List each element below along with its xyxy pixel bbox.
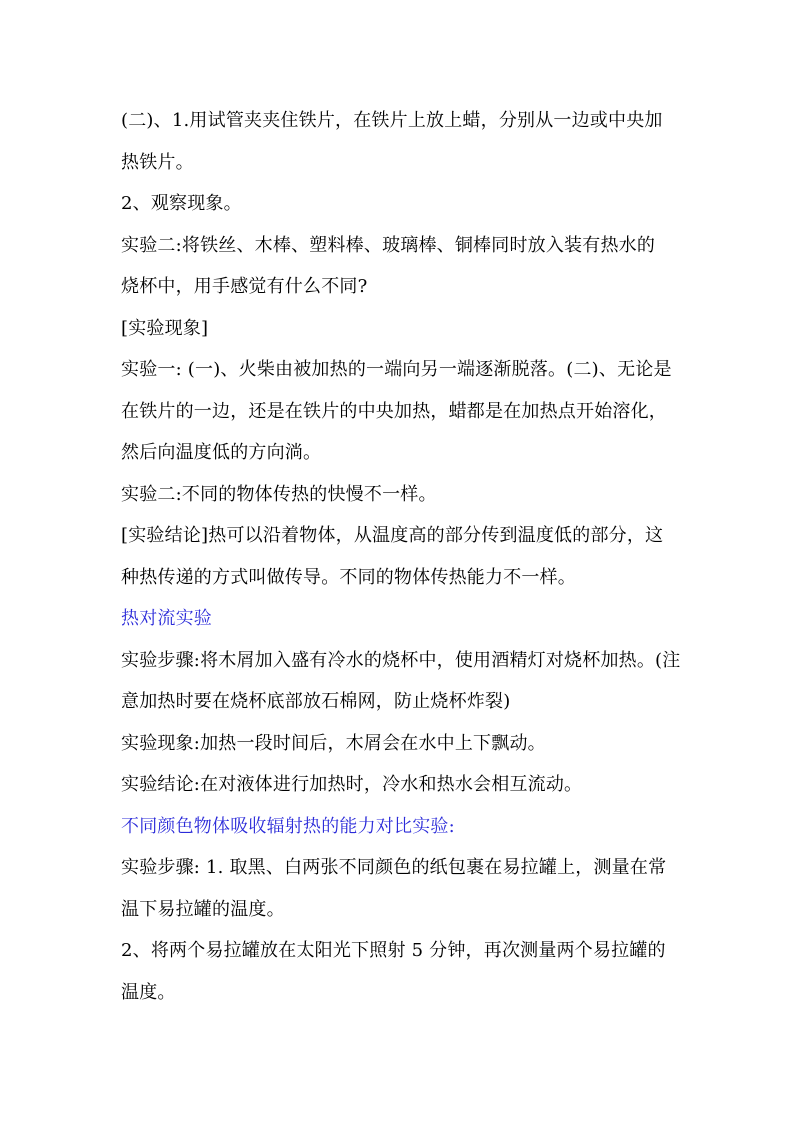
paragraph-line: 温度。 xyxy=(121,981,176,1003)
paragraph-line: 实验步骤:将木屑加入盛有冷水的烧杯中，使用酒精灯对烧杯加热。(注 xyxy=(121,649,681,671)
paragraph-line: 实验一: (一)、火柴由被加热的一端向另一端逐渐脱落。(二)、无论是 xyxy=(121,359,672,380)
paragraph-line: 实验二:将铁丝、木棒、塑料棒、玻璃棒、铜棒同时放入装有热水的 xyxy=(121,234,656,256)
paragraph-line: 意加热时要在烧杯底部放石棉网，防止烧杯炸裂) xyxy=(121,691,511,712)
paragraph-line: 实验二:不同的物体传热的快慢不一样。 xyxy=(121,483,437,505)
paragraph-line: (二)、1.用试管夹夹住铁片，在铁片上放上蜡，分别从一边或中央加 xyxy=(121,110,663,131)
paragraph-line: 烧杯中，用手感觉有什么不同? xyxy=(121,276,368,297)
paragraph-line: 实验步骤: 1. 取黑、白两张不同颜色的纸包裹在易拉罐上，测量在常 xyxy=(121,857,667,878)
paragraph-line: 种热传递的方式叫做传导。不同的物体传热能力不一样。 xyxy=(121,566,576,588)
paragraph-line: 2、将两个易拉罐放在太阳光下照射 5 分钟，再次测量两个易拉罐的 xyxy=(121,940,666,961)
paragraph-line: 2、观察现象。 xyxy=(121,193,242,214)
section-heading-radiation: 不同颜色物体吸收辐射热的能力对比实验: xyxy=(121,815,455,837)
paragraph-line: 然后向温度低的方向淌。 xyxy=(121,442,322,463)
paragraph-line: 温下易拉罐的温度。 xyxy=(121,898,285,920)
paragraph-line: [实验结论]热可以沿着物体，从温度高的部分传到温度低的部分，这 xyxy=(121,525,664,546)
document-body xyxy=(121,100,681,1013)
paragraph-line: 热铁片。 xyxy=(121,151,194,173)
paragraph-line: 实验现象:加热一段时间后，木屑会在水中上下飘动。 xyxy=(121,732,546,754)
paragraph-line: 实验结论:在对液体进行加热时，冷水和热水会相互流动。 xyxy=(121,774,583,795)
paragraph-line: 在铁片的一边，还是在铁片的中央加热，蜡都是在加热点开始溶化， xyxy=(121,400,667,422)
paragraph-line: [实验现象] xyxy=(121,317,209,339)
section-heading-convection: 热对流实验 xyxy=(121,608,212,629)
